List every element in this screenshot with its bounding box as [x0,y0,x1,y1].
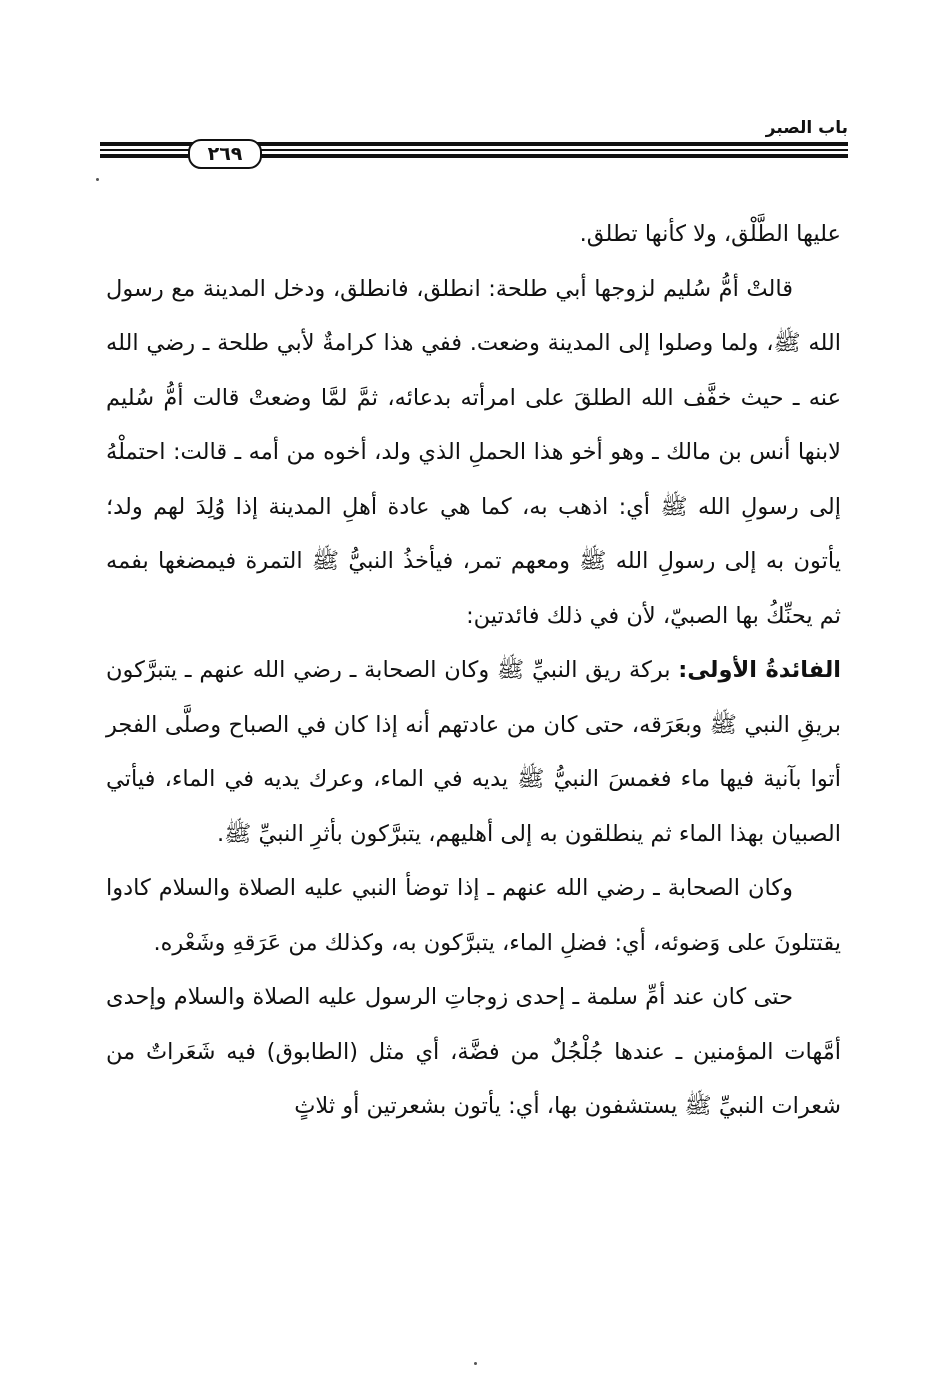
paragraph-4: وكان الصحابة ـ رضي الله عنهم ـ إذا توضأ النبي عليه الصلاة والسلام كادوا يقتتلونَ على وَضوئه، أي: فضلِ الماء، يتبرَّكون به، وكذلك من عَرَقهِ وشَعْره. [106,875,841,956]
paragraph-2: قالتْ أمُّ سُليم لزوجها أبي طلحة: انطلق، فانطلق، ودخل المدينة مع رسول الله ﷺ، ولما وصلوا إلى المدينة وضعت. ففي هذا كرامةٌ لأبي طلحة ـ رضي الله عنه ـ حيث خفَّف الله الطلقَ على امرأته بدعائه، ثمَّ لمَّا وضعتْ قالت أمُّ سُليم لابنها أنس بن مالك ـ وهو أخو هذا الحملِ الذي ولد، أخوه من أمه ـ قالت: احتملْهُ إلى رسولِ الله ﷺ أي: اذهب به، كما هي عادة أهلِ المدينة إذا وُلِدَ لهم ولد؛ يأتون به إلى رسولِ الله ﷺ ومعهم تمر، فيأخذُ النبيُّ ﷺ التمرة فيمضغها بفمه ثم يحنِّكُ بها الصبيّ، لأن في ذلك فائدتين: [106,275,841,629]
chapter-title: باب الصبر [765,118,848,138]
paragraph-1: عليها الطَّلْق، ولا كأنها تطلق. [579,221,841,247]
page-header [100,114,848,174]
scan-speck [96,178,99,181]
paragraph-3-lead: الفائدةُ الأولى: [678,657,841,683]
scan-speck [474,1362,477,1365]
paragraph-3-text: بركة ريق النبيِّ ﷺ وكان الصحابة ـ رضي الله عنهم ـ يتبرَّكون بريقِ النبي ﷺ وبعَرَقه، حتى كان من عادتهم أنه إذا كان في الصباح وصلَّى الفجر أتوا بآنية فيها ماء فغمسَ النبيُّ ﷺ يديه في الماء، وعرك يديه في الماء، فيأتي الصبيان بهذا الماء ثم ينطلقون به إلى أهليهم، يتبرَّكون بأثرِ النبيِّ ﷺ. [106,657,841,847]
paragraph-5: حتى كان عند أمِّ سلمة ـ إحدى زوجاتِ الرسول عليه الصلاة والسلام وإحدى أمَّهات المؤمنين ـ عندها جُلْجُلٌ من فضَّة، أي مثل (الطابوق) فيه شَعَراتٌ من شعرات النبيِّ ﷺ يستشفون بها، أي: يأتون بشعرتين أو ثلاثٍ [106,984,841,1119]
page-number: ٢٦٩ [207,143,243,165]
body-text [106,207,841,1134]
paragraph-3 [106,643,841,861]
page-number-badge [188,139,262,169]
